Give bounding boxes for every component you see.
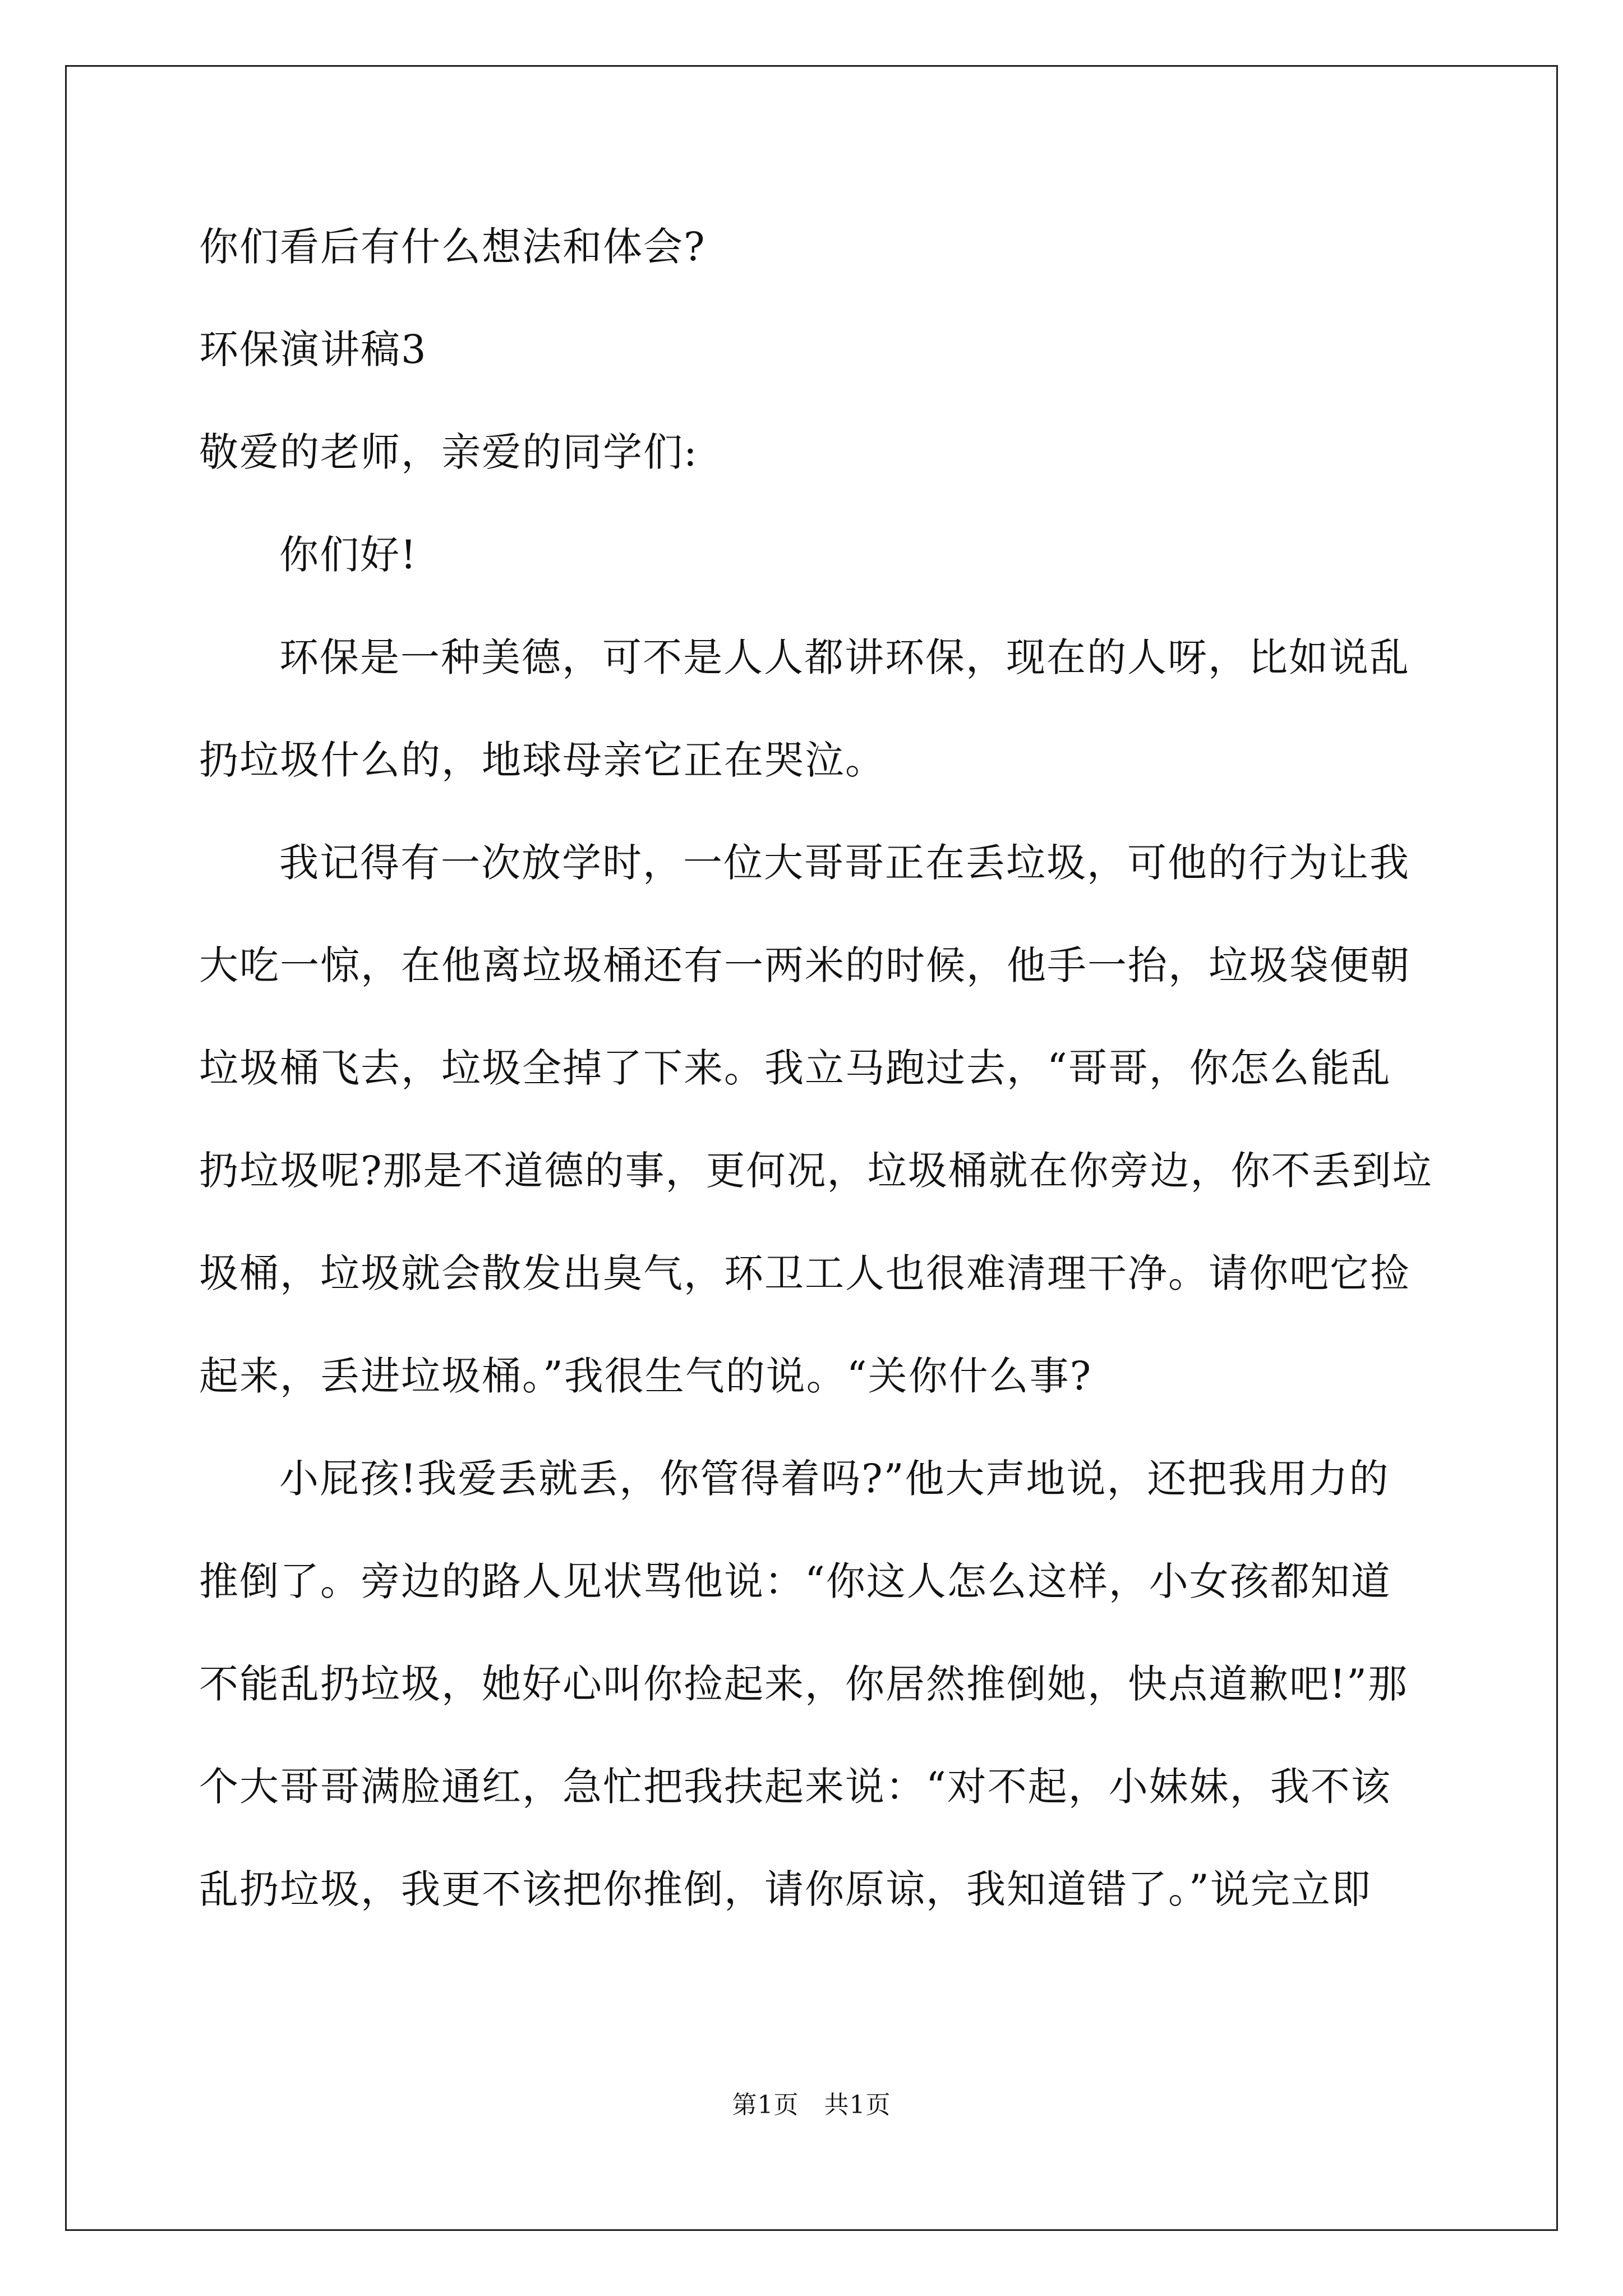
paragraph-line: 我记得有一次放学时，一位大哥哥正在丢垃圾，可他的行为让我 (279, 840, 1410, 886)
paragraph-line: 扔垃圾什么的，地球母亲它正在哭泣。 (199, 737, 886, 783)
paragraph-line: 个大哥哥满脸通红，急忙把我扶起来说：“对不起，小妹妹，我不该 (199, 1764, 1391, 1810)
paragraph-line: 不能乱扔垃圾，她好心叫你捡起来，你居然推倒她，快点道歉吧!”那 (199, 1661, 1408, 1707)
paragraph-line: 环保是一种美德，可不是人人都讲环保，现在的人呀，比如说乱 (279, 634, 1410, 680)
paragraph-line: 推倒了。旁边的路人见状骂他说：“你这人怎么这样，小女孩都知道 (199, 1558, 1391, 1604)
paragraph-line: 扔垃圾呢?那是不道德的事，更何况，垃圾桶就在你旁边，你不丢到垃 (199, 1148, 1433, 1194)
salutation: 敬爱的老师，亲爱的同学们: (199, 429, 698, 475)
paragraph-line: 垃圾桶飞去，垃圾全掉了下来。我立马跑过去，“哥哥，你怎么能乱 (199, 1045, 1391, 1091)
paragraph-line: 小屁孩!我爱丢就丢，你管得着吗?”他大声地说，还把我用力的 (279, 1456, 1390, 1502)
greeting: 你们好! (279, 532, 418, 578)
paragraph-line: 圾桶，垃圾就会散发出臭气，环卫工人也很难清理干净。请你吧它捡 (199, 1250, 1410, 1296)
paragraph-line: 乱扔垃圾，我更不该把你推倒，请你原谅，我知道错了。”说完立即 (199, 1866, 1372, 1912)
paragraph-line: 起来，丢进垃圾桶。”我很生气的说。“关你什么事? (199, 1353, 1092, 1399)
page-number-footer: 第1页 共1页 (732, 2091, 891, 2119)
paragraph-line: 大吃一惊，在他离垃圾桶还有一两米的时候，他手一抬，垃圾袋便朝 (199, 942, 1410, 988)
section-heading: 环保演讲稿3 (199, 326, 427, 372)
text-line: 你们看后有什么想法和体会? (199, 224, 706, 270)
